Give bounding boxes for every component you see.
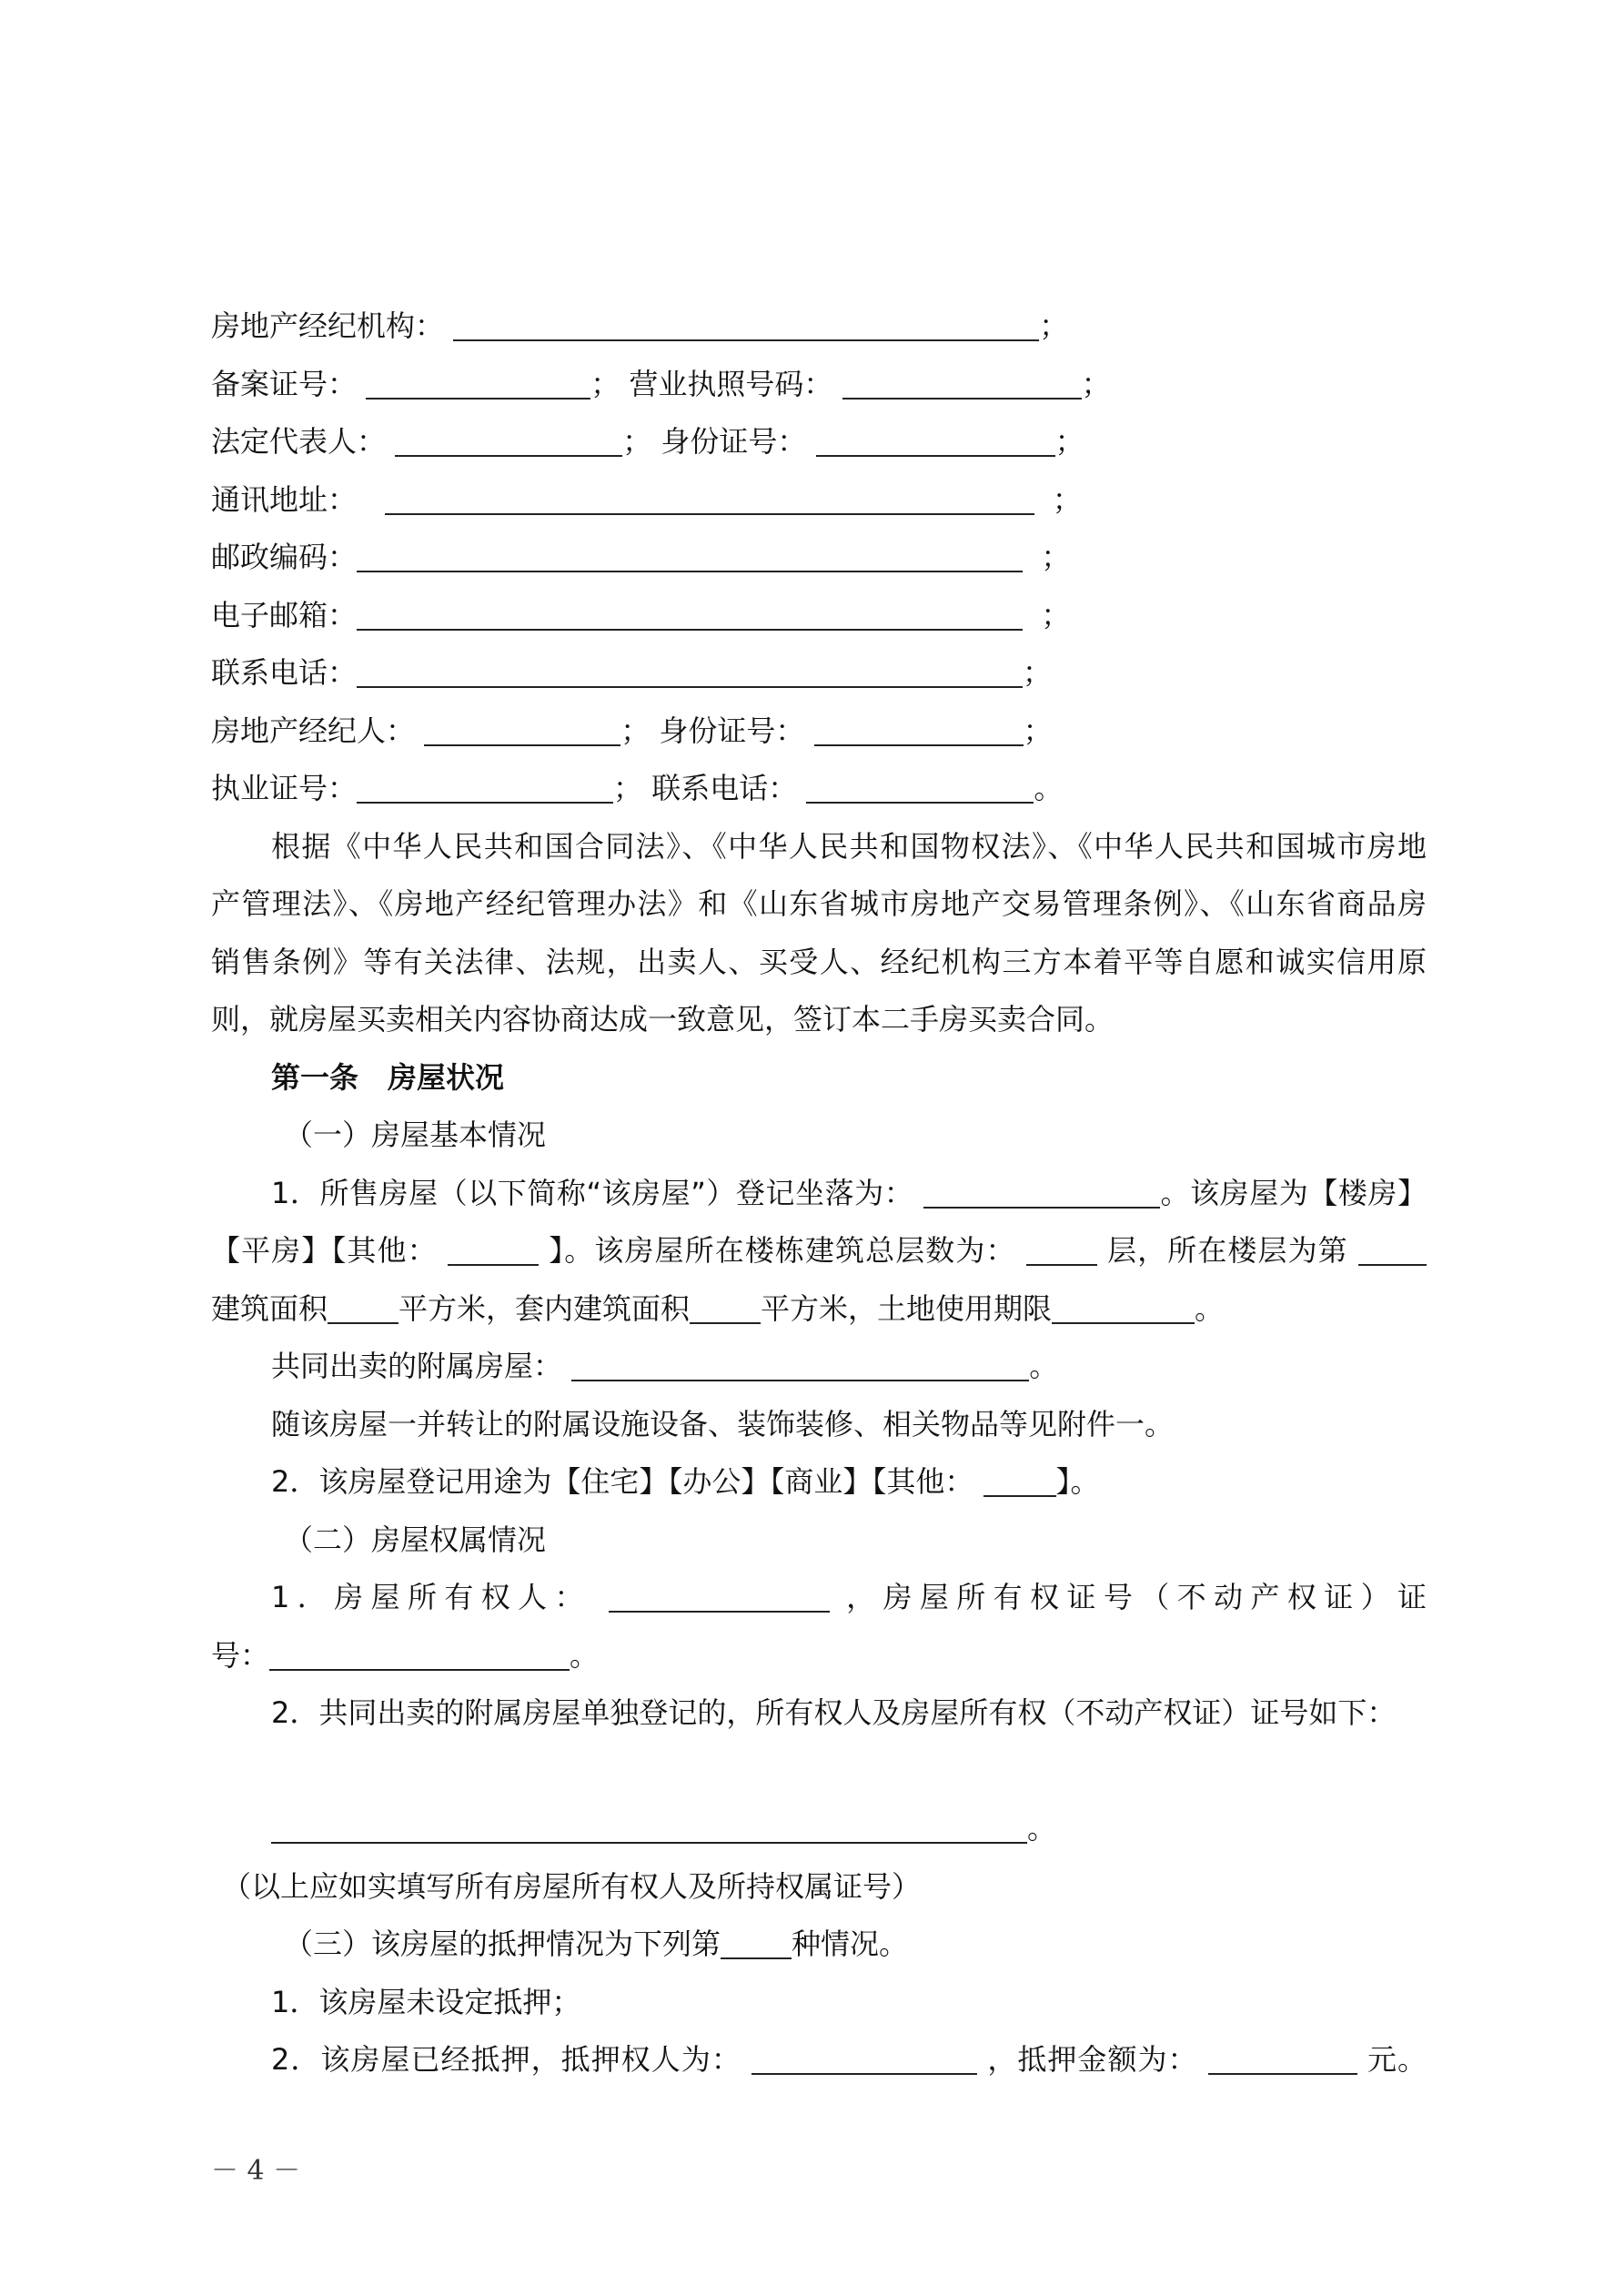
punct: ； <box>1023 655 1053 690</box>
license-label: 营业执照号码： <box>629 366 833 401</box>
mortgage-item-2 <box>211 2031 1427 2089</box>
text: 。 <box>1195 1290 1225 1326</box>
punct: ； <box>1041 540 1071 574</box>
broker-id-blank[interactable] <box>814 708 1024 746</box>
email-label: 电子邮箱： <box>211 597 358 632</box>
id-blank[interactable] <box>816 419 1055 457</box>
mortgage-case-blank[interactable] <box>721 1921 792 1959</box>
filing-label: 备案证号： <box>211 366 358 401</box>
cert-blank[interactable] <box>357 765 613 804</box>
attached-blank[interactable] <box>571 1343 1029 1381</box>
postcode-line <box>211 529 1427 587</box>
preamble-line: 则，就房屋买卖相关内容协商达成一致意见，签订本二手房买卖合同。 <box>211 1002 1115 1037</box>
address-label: 通讯地址： <box>211 481 358 517</box>
separate-reg-line: 2．共同出卖的附属房屋单独登记的，所有权人及房屋所有权（不动产权证）证号如下： <box>271 1695 1397 1730</box>
floors-line <box>211 1222 1427 1280</box>
empty-line <box>211 1743 1427 1801</box>
address-blank[interactable] <box>385 477 1034 515</box>
note-line: （以上应如实填写所有房屋所有权人及所持权属证号） <box>222 1868 922 1904</box>
punct: ； <box>1023 713 1053 748</box>
text: 1．房屋所有权人： <box>271 1580 591 1614</box>
land-term-blank[interactable] <box>1052 1286 1195 1324</box>
punct: ； <box>613 771 643 805</box>
cert-no-line <box>211 1627 1427 1685</box>
punct: 。 <box>1034 771 1064 805</box>
text: 1．所售房屋（以下简称“该房屋”）登记坐落为： <box>271 1175 914 1210</box>
annex-line: 随该房屋一并转让的附属设施设备、装饰装修、相关物品等见附件一。 <box>271 1406 1175 1441</box>
legal-rep-blank[interactable] <box>395 419 622 457</box>
inner-area-blank[interactable] <box>690 1286 761 1324</box>
text: 2．该房屋登记用途为【住宅】【办公】【商业】【其他： <box>271 1464 974 1499</box>
total-floors-blank[interactable] <box>1026 1228 1097 1266</box>
text: （三）该房屋的抵押情况为下列第 <box>284 1927 721 1961</box>
email-blank[interactable] <box>357 592 1023 631</box>
punct: ； <box>622 424 652 459</box>
text: 号： <box>211 1637 270 1673</box>
owner-line <box>211 1569 1427 1627</box>
punct: ； <box>1039 308 1069 343</box>
text: 】。该房屋所在楼栋建筑总层数为： <box>549 1233 1016 1268</box>
text: 平方米，套内建筑面积 <box>398 1290 691 1326</box>
text: 。该房屋为【楼房】 <box>1160 1175 1427 1210</box>
phone-blank[interactable] <box>357 650 1023 688</box>
location-blank[interactable] <box>923 1170 1160 1209</box>
broker-line <box>211 703 1427 761</box>
agency-label: 房地产经纪机构： <box>211 308 445 343</box>
mortgagee-blank[interactable] <box>751 2037 977 2075</box>
text: 共同出卖的附属房屋： <box>271 1349 563 1383</box>
text: 平方米，土地使用期限 <box>761 1290 1053 1326</box>
phone-label: 联系电话： <box>211 655 358 690</box>
use-other-blank[interactable] <box>983 1459 1056 1497</box>
text: 种情况。 <box>792 1927 909 1961</box>
article-title: 第一条 房屋状况 <box>271 1059 505 1095</box>
cert-line <box>211 760 1427 818</box>
location-line <box>211 1165 1427 1223</box>
address-line <box>211 471 1427 530</box>
punct: ； <box>1052 481 1082 517</box>
cert-label: 执业证号： <box>211 771 358 805</box>
phone-line <box>211 644 1427 703</box>
area-blank[interactable] <box>328 1286 398 1324</box>
text: 层，所在楼层为第 <box>1107 1233 1348 1268</box>
preamble-line: 产管理法》、《房地产经纪管理办法》和《山东省城市房地产交易管理条例》、《山东省商品房 <box>211 886 1427 921</box>
punct: ； <box>590 366 620 401</box>
text: ，抵押金额为： <box>987 2042 1198 2077</box>
text: 。 <box>570 1637 600 1673</box>
punct: ； <box>1054 424 1084 459</box>
license-blank[interactable] <box>842 361 1082 400</box>
email-line <box>211 587 1427 645</box>
page-number: － 4 － <box>211 2155 301 2187</box>
text: 2．该房屋已经抵押，抵押权人为： <box>271 2042 741 2077</box>
postcode-label: 邮政编码： <box>211 540 358 574</box>
id-label: 身份证号： <box>661 424 807 459</box>
broker-phone-label: 联系电话： <box>651 771 798 805</box>
preamble-line: 根据《中华人民共和国合同法》、《中华人民共和国物权法》、《中华人民共和国城市房地 <box>271 828 1427 864</box>
punct: ； <box>620 713 651 748</box>
separate-reg-blank[interactable] <box>271 1805 1027 1844</box>
type-other-blank[interactable] <box>448 1228 539 1266</box>
text: 【平房】【其他： <box>211 1233 438 1268</box>
text: 】。 <box>1055 1464 1100 1499</box>
mortgage-amount-blank[interactable] <box>1208 2037 1357 2075</box>
use-line <box>211 1453 1427 1512</box>
text: 建筑面积 <box>211 1290 328 1326</box>
mortgage-heading <box>211 1916 1427 1974</box>
owner-blank[interactable] <box>609 1574 830 1613</box>
separate-reg-blank-line <box>211 1800 1427 1858</box>
agency-blank[interactable] <box>453 303 1039 341</box>
postcode-blank[interactable] <box>357 534 1023 572</box>
mortgage-item-1: 1．该房屋未设定抵押； <box>271 1984 581 2019</box>
punct: ； <box>1081 366 1111 401</box>
section-heading: （一）房屋基本情况 <box>284 1118 547 1152</box>
legal-rep-line <box>211 413 1427 471</box>
text: 元。 <box>1367 2042 1427 2077</box>
filing-blank[interactable] <box>366 361 590 400</box>
text: ，房屋所有权证号（不动产权证）证 <box>846 1580 1427 1614</box>
punct: ； <box>1041 597 1071 632</box>
contract-page <box>211 298 1427 2089</box>
broker-label: 房地产经纪人： <box>211 713 416 748</box>
section-heading: （二）房屋权属情况 <box>284 1522 547 1557</box>
cert-no-blank[interactable] <box>269 1633 570 1671</box>
broker-blank[interactable] <box>424 708 620 746</box>
broker-phone-blank[interactable] <box>806 765 1034 804</box>
area-line <box>211 1280 1427 1339</box>
preamble-line: 销售条例》等有关法律、法规，出卖人、买受人、经纪机构三方本着平等自愿和诚实信用原 <box>211 944 1427 979</box>
text: 。 <box>1029 1349 1059 1383</box>
attached-line <box>211 1338 1427 1396</box>
floor-blank[interactable] <box>1358 1228 1427 1266</box>
agency-line <box>211 298 1427 356</box>
id-label: 身份证号： <box>659 713 805 748</box>
filing-line <box>211 356 1427 414</box>
legal-rep-label: 法定代表人： <box>211 424 387 459</box>
text: 。 <box>1027 1811 1057 1846</box>
